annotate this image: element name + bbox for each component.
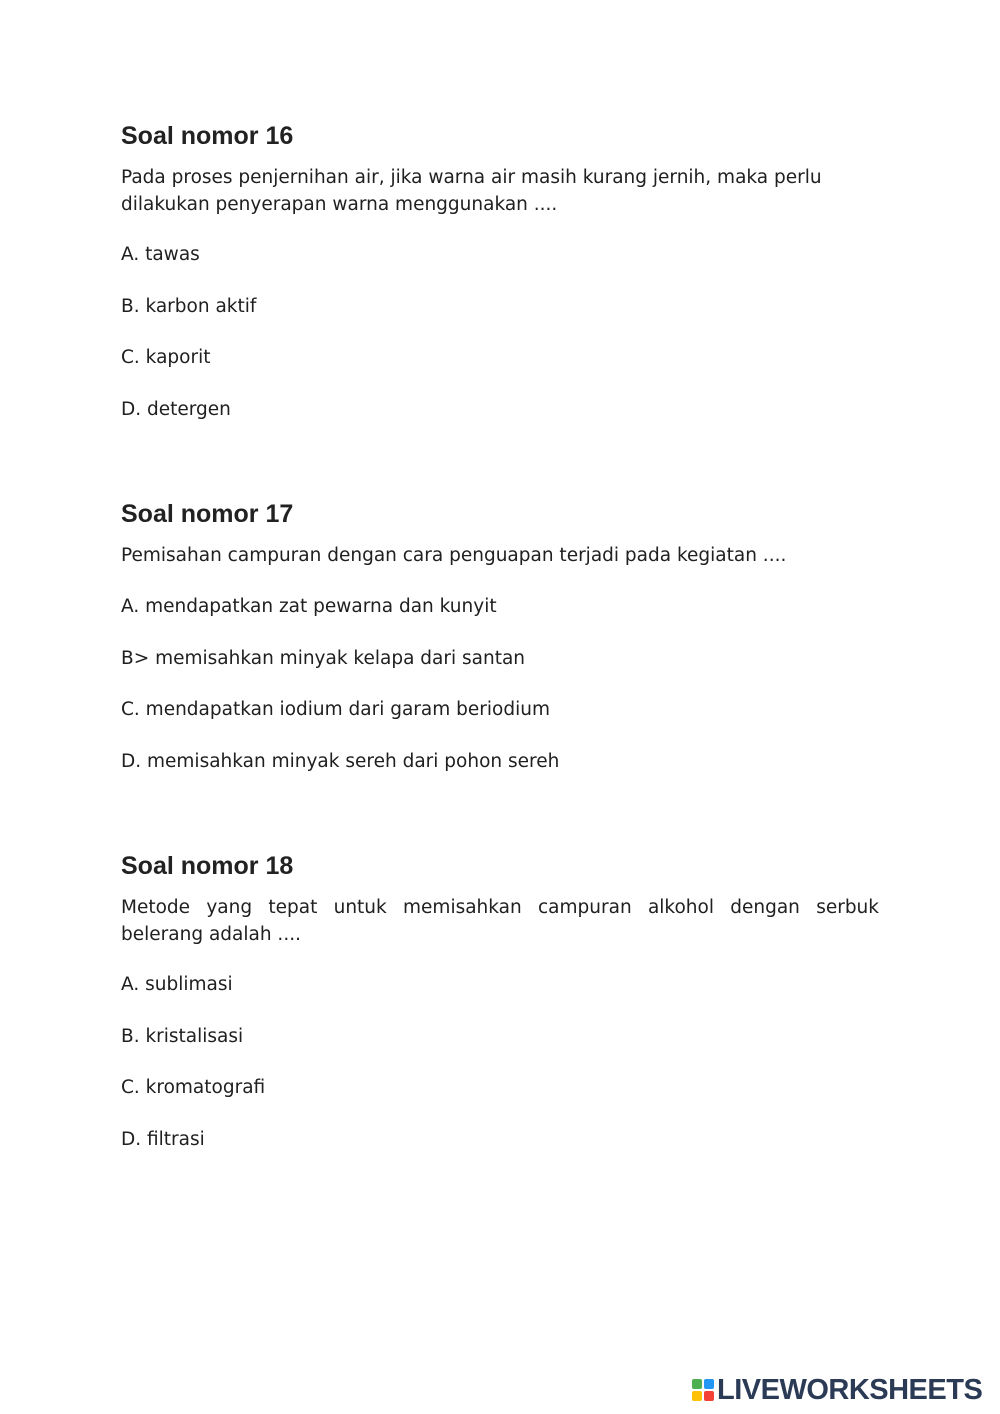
logo-square	[692, 1379, 702, 1389]
logo-square	[704, 1379, 714, 1389]
option-d: D. memisahkan minyak sereh dari pohon sereh	[121, 751, 560, 772]
option-c: C. kaporit	[121, 347, 211, 368]
question-text: Metode yang tepat untuk memisahkan campuran alkohol dengan serbuk belerang adalah ....	[121, 897, 879, 945]
question-title: Soal nomor 17	[121, 500, 294, 528]
option-c: C. mendapatkan iodium dari garam beriodium	[121, 699, 550, 720]
option-b: B. karbon aktif	[121, 296, 257, 317]
liveworksheets-logo	[692, 1374, 982, 1406]
option-d: D. detergen	[121, 399, 231, 420]
brand-name: LIVEWORKSHEETS	[717, 1374, 983, 1406]
logo-square	[692, 1391, 702, 1401]
logo-square	[704, 1391, 714, 1401]
option-b: B> memisahkan minyak kelapa dari santan	[121, 648, 526, 669]
liveworksheets-logo-icon	[692, 1379, 714, 1401]
question-text: Pada proses penjernihan air, jika warna air masih kurang jernih, maka perlu dilakukan penyerapan warna menggunakan ....	[121, 167, 822, 215]
question-title: Soal nomor 16	[121, 122, 294, 150]
option-a: A. tawas	[121, 244, 200, 265]
option-a: A. sublimasi	[121, 974, 233, 995]
option-a: A. mendapatkan zat pewarna dan kunyit	[121, 596, 497, 617]
option-d: D. filtrasi	[121, 1129, 205, 1150]
option-b: B. kristalisasi	[121, 1026, 244, 1047]
question-text: Pemisahan campuran dengan cara penguapan terjadi pada kegiatan ....	[121, 545, 787, 566]
question-title: Soal nomor 18	[121, 852, 294, 880]
option-c: C. kromatografi	[121, 1077, 266, 1098]
